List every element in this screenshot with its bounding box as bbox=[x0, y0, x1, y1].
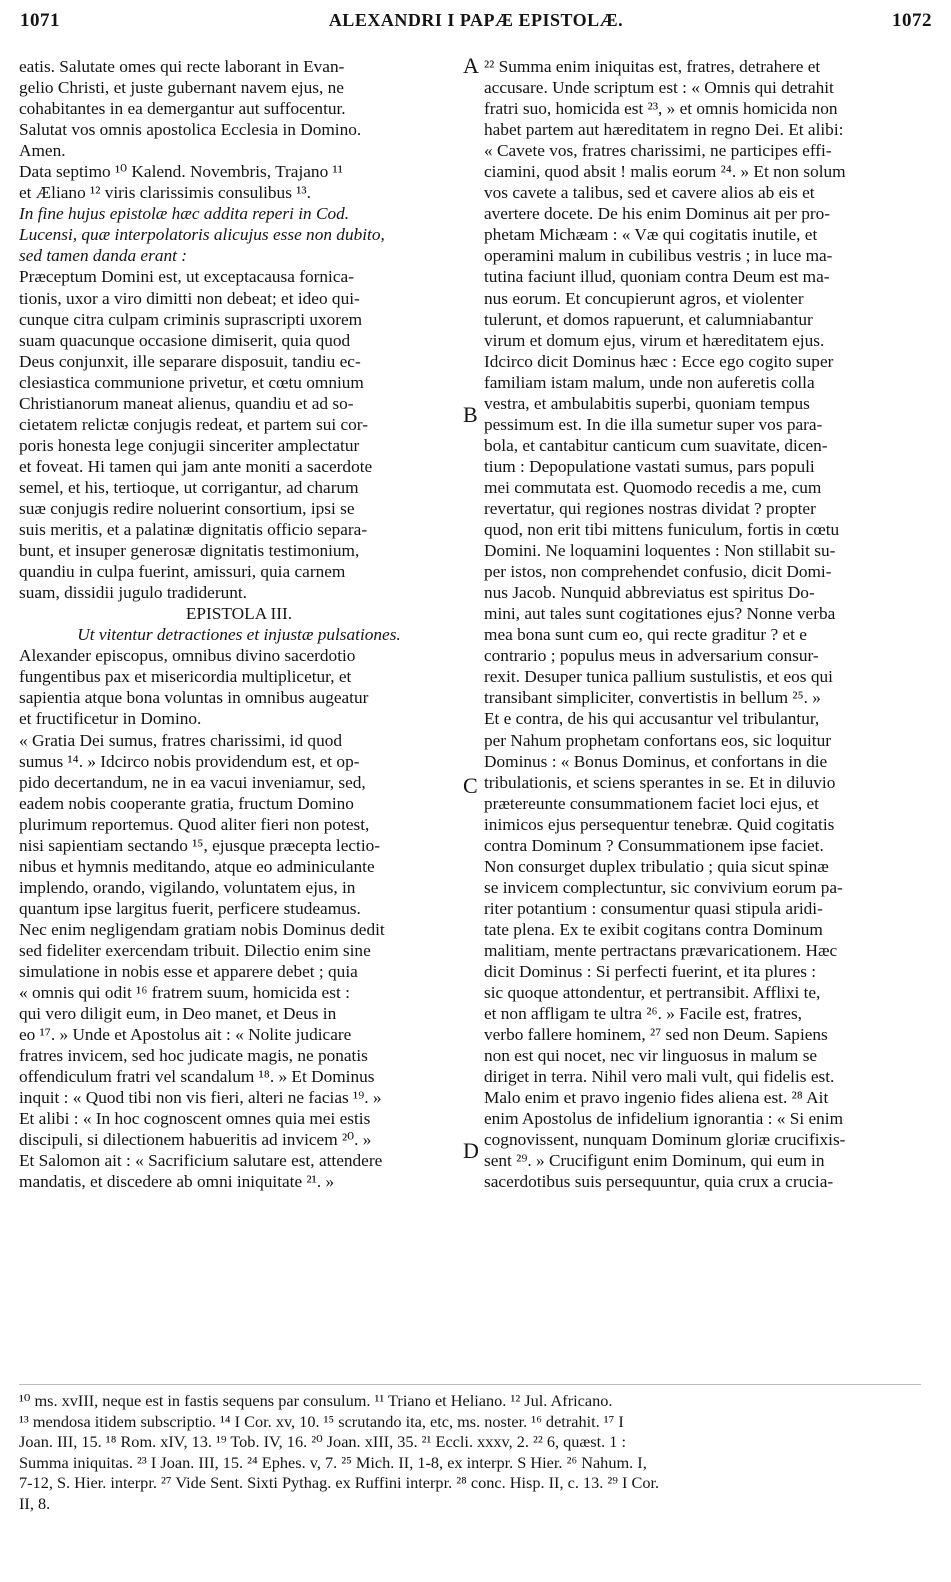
left-column-line: gelio Christi, et juste gubernant navem ejus, ne bbox=[19, 78, 344, 98]
right-column-line: Non consurget duplex tribulatio ; quia sicut spinæ bbox=[484, 856, 829, 876]
left-column-line: semel, et his, tertioque, ut corrigantur, ad charum bbox=[19, 477, 359, 497]
section-letter-d: D bbox=[463, 1138, 479, 1163]
right-column-line: « Cavete vos, fratres charissimi, ne participes effi- bbox=[484, 141, 832, 161]
left-column-line: cunque citra culpam criminis suprascripti uxorem bbox=[19, 309, 363, 329]
right-column-line: Domini. Ne loquamini loquentes : Non stillabit su- bbox=[484, 541, 836, 561]
right-column-line: per Nahum prophetam confortans eos, sic loquitur bbox=[484, 730, 831, 750]
left-column-line: sed tamen danda erant : bbox=[19, 246, 187, 266]
left-column-line: Deus conjunxit, ille separare disposuit, tandiu ec- bbox=[19, 351, 361, 371]
left-column-line: Lucensi, quæ interpolatoris alicujus esse non dubito, bbox=[19, 225, 385, 245]
right-column-line: virum et domum ejus, virum et hæreditatem ejus. bbox=[484, 330, 825, 350]
left-column-line: suam, dissidii jugulo tradiderunt. bbox=[19, 583, 247, 603]
right-column-line: ²² Summa enim iniquitas est, fratres, detrahere et bbox=[484, 57, 821, 76]
footnote-line: ¹³ mendosa itidem subscriptio. ¹⁴ I Cor. xv, 10. ¹⁵ scrutando ita, etc, ms. noster. ¹⁶ detrahit. ¹⁷ I bbox=[19, 1411, 624, 1431]
left-column-line: suis meritis, et a palatinæ dignitatis officio separa- bbox=[19, 520, 368, 540]
left-column-line: quandiu in culpa fuerint, amissuri, quia carnem bbox=[19, 562, 346, 582]
footnotes bbox=[19, 1391, 921, 1515]
right-column-line: revertatur, qui regiones nostras dividat ? propter bbox=[484, 498, 816, 518]
footnote-line: Joan. III, 15. ¹⁸ Rom. xIV, 13. ¹⁹ Tob. IV, 16. ²⁰ Joan. xIII, 35. ²¹ Eccli. xxxv, 2. ²² 6, quæst. 1 : bbox=[19, 1432, 626, 1452]
left-column-line: fungentibus pax et misericordia multiplicetur, et bbox=[19, 667, 352, 687]
right-column-line: enim Apostolus de infidelium ignorantia : « Si enim bbox=[484, 1109, 844, 1129]
left-column-line: eadem nobis cooperante gratia, fructum Domino bbox=[19, 793, 354, 813]
left-column-line: suam quacunque occasione dimiserit, quia quod bbox=[19, 330, 351, 350]
left-column-line: et fructificetur in Domino. bbox=[19, 709, 202, 729]
left-column-line: tionis, uxor a viro dimitti non debeat; et ideo qui- bbox=[19, 288, 360, 308]
running-title: ALEXANDRI I PAPÆ EPISTOLÆ. bbox=[328, 10, 624, 30]
footnote-line: 7-12, S. Hier. interpr. ²⁷ Vide Sent. Sixti Pythag. ex Ruffini interpr. ²⁸ conc. Hisp. II, c. 13. ²⁹ I Cor. bbox=[19, 1473, 660, 1493]
right-column-line: nus eorum. Et concupierunt agros, et violenter bbox=[484, 288, 804, 308]
right-column-line: vos cavete a talibus, sed et cavere alios ab eis et bbox=[484, 183, 815, 203]
left-column-line: eatis. Salutate omes qui recte laborant in Evan- bbox=[19, 57, 345, 76]
left-column-line: et Æliano ¹² viris clarissimis consulibus ¹³. bbox=[19, 183, 311, 203]
left-column-line: EPISTOLA III. bbox=[185, 604, 293, 624]
right-column-line: avertere docete. De his enim Dominus ait per pro- bbox=[484, 204, 830, 224]
footnote-line: Summa iniquitas. ²³ I Joan. III, 15. ²⁴ Ephes. v, 7. ²⁵ Mich. II, 1-8, ex interpr. S Hier. ²⁶ Nahum. I, bbox=[19, 1452, 647, 1472]
right-column-line: vestra, et ambulabitis superbi, quoniam tempus bbox=[484, 393, 810, 413]
left-column-line: Christianorum maneat alienus, quandiu et ad so- bbox=[19, 393, 354, 413]
right-column-line: mini, aut tales sunt cogitationes ejus? Nonne verba bbox=[484, 604, 836, 624]
right-column-line: tulerunt, et domos rapuerunt, et calumniabantur bbox=[484, 309, 813, 329]
right-column-line: Idcirco dicit Dominus hæc : Ecce ego cogito super bbox=[484, 351, 834, 371]
right-column-line: inimicos ejus persequentur tenebræ. Quid cogitatis bbox=[484, 814, 835, 834]
left-column-line: Nec enim negligendam gratiam nobis Dominus dedit bbox=[19, 919, 385, 939]
left-column-line: offendiculum fratri vel scandalum ¹⁸. » Et Dominus bbox=[19, 1067, 375, 1087]
right-column-line: tate plena. Ex te exibit cogitans contra Dominum bbox=[484, 919, 823, 939]
left-column-line: Amen. bbox=[19, 141, 66, 161]
section-letter-a: A bbox=[463, 53, 479, 78]
right-column-line: operamini malum in cubilibus vestris ; in luce ma- bbox=[484, 246, 833, 266]
left-column-line: bunt, et insuper generosæ dignitatis testimonium, bbox=[19, 541, 360, 561]
right-column-line: tium : Depopulatione vastati sumus, pars populi bbox=[484, 456, 815, 476]
right-column-line: rexit. Desuper tunica pallium sustulistis, et eos qui bbox=[484, 667, 833, 687]
section-letter-b: B bbox=[463, 402, 478, 427]
right-column bbox=[484, 56, 922, 1193]
right-column-line: Malo enim et pravo ingenio fides aliena est. ²⁸ Ait bbox=[484, 1088, 829, 1108]
right-column-line: et non affligam te ultra ²⁶. » Facile est, fratres, bbox=[484, 1004, 802, 1024]
left-column-line: Ut vitentur detractiones et injustæ pulsationes. bbox=[77, 625, 401, 645]
right-column-line: accusare. Unde scriptum est : « Omnis qui detrahit bbox=[484, 78, 834, 98]
right-column-line: mei commutata est. Quomodo recedis a me, cum bbox=[484, 477, 822, 497]
left-column-line: implendo, orando, vigilando, voluntatem ejus, in bbox=[19, 877, 356, 897]
left-column-line: simulatione in nobis esse et apparere debet ; quia bbox=[19, 962, 358, 982]
left-column-line: « Gratia Dei sumus, fratres charissimi, id quod bbox=[19, 730, 342, 750]
right-column-line: Dominus : « Bonus Dominus, et confortans in die bbox=[484, 751, 828, 771]
left-column-line: nibus et hymnis meditando, atque eo adminiculante bbox=[19, 856, 375, 876]
left-column-line: clesiastica communione privetur, et cœtu omnium bbox=[19, 372, 364, 392]
left-column-line: qui vero diligit eum, in Deo manet, et Deus in bbox=[19, 1004, 337, 1024]
left-column-line: sapientia atque bona voluntas in omnibus augeatur bbox=[19, 688, 369, 708]
left-column-line: inquit : « Quod tibi non vis fieri, alteri ne facias ¹⁹. » bbox=[19, 1088, 382, 1108]
footnote-line: II, 8. bbox=[19, 1493, 51, 1513]
right-column-line: per istos, non comprehendet confusio, dicit Domi- bbox=[484, 562, 832, 582]
left-column-line: suæ conjugis redire noluerint consortium, ipsi se bbox=[19, 498, 355, 518]
right-column-line: prætereunte consummationem faciet loci ejus, et bbox=[484, 793, 819, 813]
right-column-line: quod, non erit tibi mittens funiculum, fortis in cœtu bbox=[484, 520, 840, 540]
left-column-line: cohabitantes in ea demergantur aut suffocentur. bbox=[19, 99, 346, 119]
right-column-line: sent ²⁹. » Crucifigunt enim Dominum, qui eum in bbox=[484, 1151, 825, 1171]
left-column-line: In fine hujus epistolæ hæc addita reperi in Cod. bbox=[19, 204, 350, 224]
left-column-line: Salutat vos omnis apostolica Ecclesia in Domino. bbox=[19, 120, 362, 140]
right-column-line: contrario ; populus meus in adversarium consur- bbox=[484, 646, 819, 666]
right-column-line: tribulationis, et sciens sperantes in se. Et in diluvio bbox=[484, 772, 836, 792]
left-column-line: quantum ipse largitus fuerit, perficere studeamus. bbox=[19, 898, 361, 918]
left-column-line: nisi sapientiam sectando ¹⁵, ejusque præcepta lectio- bbox=[19, 835, 381, 855]
right-column-line: transibant simpliciter, convertistis in bellum ²⁵. » bbox=[484, 688, 821, 708]
right-column-line: malitiam, mente pertractans prævaricationem. Hæc bbox=[484, 940, 838, 960]
footnote-divider bbox=[19, 1384, 921, 1385]
right-column-line: bola, et cantabitur canticum cum suavitate, dicen- bbox=[484, 435, 828, 455]
left-column-line: sumus ¹⁴. » Idcirco nobis providendum est, et op- bbox=[19, 751, 360, 771]
section-letter-c: C bbox=[463, 773, 478, 798]
left-column-line: mandatis, et discedere ab omni iniquitate ²¹. » bbox=[19, 1172, 335, 1192]
page-header bbox=[20, 10, 932, 40]
left-column-line: plurimum reportemus. Quod aliter fieri non potest, bbox=[19, 814, 370, 834]
left-column-line: fratres invicem, sed hoc judicate magis, ne ponatis bbox=[19, 1046, 368, 1066]
right-column-line: non est qui nocet, nec vir linguosus in malum se bbox=[484, 1046, 818, 1066]
right-column-line: fratri suo, homicida est ²³, » et omnis homicida non bbox=[484, 99, 838, 119]
right-column-line: nus Jacob. Nunquid abbreviatus est spiritus Do- bbox=[484, 583, 815, 603]
right-column-line: dicit Dominus : Si perfecti fuerint, et ita plures : bbox=[484, 962, 817, 982]
left-column-line: eo ¹⁷. » Unde et Apostolus ait : « Nolite judicare bbox=[19, 1025, 352, 1045]
right-column-line: sic quoque attondentur, et pertransibit. Afflixi te, bbox=[484, 983, 821, 1003]
left-column-line: Data septimo ¹⁰ Kalend. Novembris, Trajano ¹¹ bbox=[19, 162, 343, 182]
left-column-line: Præceptum Domini est, ut exceptacausa fornica- bbox=[19, 267, 354, 287]
right-column-line: habet partem aut hæreditatem in regno Dei. Et alibi: bbox=[484, 120, 844, 140]
left-column bbox=[19, 56, 459, 1193]
left-column-line: discipuli, si dilectionem habueritis ad invicem ²⁰. » bbox=[19, 1130, 372, 1150]
right-column-line: phetam Michæam : « Væ qui cogitatis inutile, et bbox=[484, 225, 818, 245]
right-column-line: riter potantium : consumentur quasi stipula aridi- bbox=[484, 898, 823, 918]
footnote-line: ¹⁰ ms. xvIII, neque est in fastis sequens par consulum. ¹¹ Triano et Heliano. ¹² Jul. Africano. bbox=[19, 1391, 613, 1410]
right-column-line: verbo fallere hominem, ²⁷ sed non Deum. Sapiens bbox=[484, 1025, 828, 1045]
left-column-line: Et Salomon ait : « Sacrificium salutare est, attendere bbox=[19, 1151, 383, 1171]
right-column-line: tutina faciunt illud, quoniam contra Deum est ma- bbox=[484, 267, 830, 287]
left-column-line: cietatem relictæ conjugis redeat, et partem sui cor- bbox=[19, 414, 368, 434]
right-column-line: familiam istam malum, unde non auferetis colla bbox=[484, 372, 815, 392]
page-number-right: 1072 bbox=[892, 10, 932, 31]
right-column-line: Et e contra, de his qui accusantur vel tribulantur, bbox=[484, 709, 820, 729]
right-column-line: sacerdotibus suis persequuntur, quia crux a crucia- bbox=[484, 1172, 834, 1192]
right-column-line: cognovissent, nunquam Dominum gloriæ crucifixis- bbox=[484, 1130, 846, 1150]
right-column-line: pessimum est. In die illa sumetur super vos para- bbox=[484, 414, 823, 434]
left-column-line: Alexander episcopus, omnibus divino sacerdotio bbox=[19, 646, 356, 666]
left-column-line: pido decertandum, ne in ea vacui inveniamur, sed, bbox=[19, 772, 366, 792]
left-column-line: Et alibi : « In hoc cognoscent omnes quia mei estis bbox=[19, 1109, 371, 1129]
page-number-left: 1071 bbox=[20, 10, 60, 31]
left-column-line: sed fideliter exercendam tribuit. Dilectio enim sine bbox=[19, 940, 371, 960]
right-column-line: diriget in terra. Nihil vero mali vult, qui fidelis est. bbox=[484, 1067, 835, 1087]
left-column-line: et foveat. Hi tamen qui jam ante moniti a sacerdote bbox=[19, 456, 373, 476]
right-column-line: mea bona sunt cum eo, qui recte graditur ? et e bbox=[484, 625, 807, 645]
right-column-line: se invicem complectuntur, sic convivium eorum pa- bbox=[484, 877, 843, 897]
left-column-line: poris honesta lege conjugii sinceriter amplectatur bbox=[19, 435, 360, 455]
left-column-line: « omnis qui odit ¹⁶ fratrem suum, homicida est : bbox=[19, 983, 350, 1003]
right-column-line: ciamini, quod absit ! malis eorum ²⁴. » Et non solum bbox=[484, 162, 846, 182]
right-column-line: contra Dominum ? Consummationem ipse faciet. bbox=[484, 835, 824, 855]
